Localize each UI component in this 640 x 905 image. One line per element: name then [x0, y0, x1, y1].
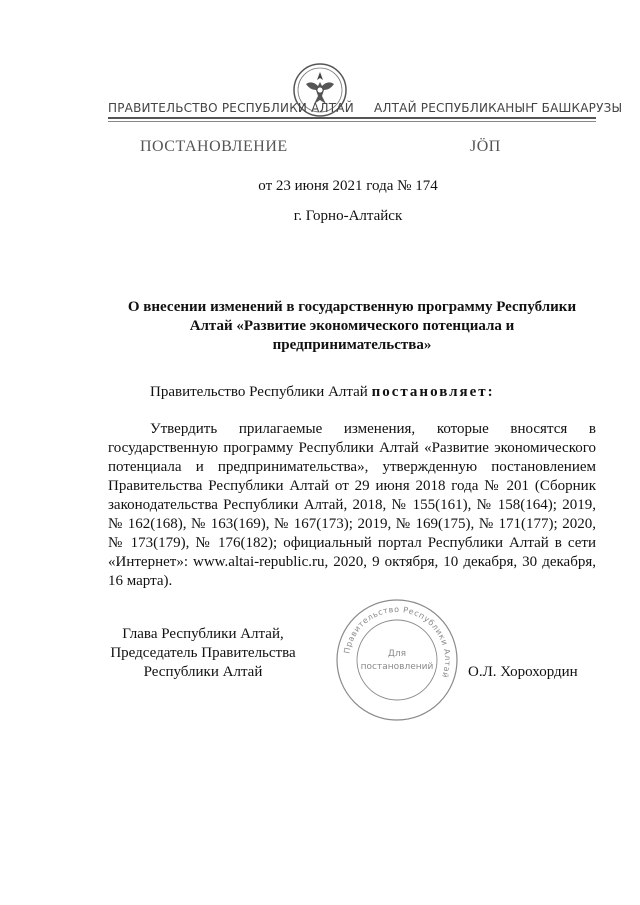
- preamble-paragraph: [150, 384, 495, 401]
- doc-type-altai: ЈÖП: [470, 138, 501, 155]
- document-date-number: от 23 июня 2021 года № 174: [258, 178, 438, 194]
- preamble-text: Правительство Республики Алтай: [150, 384, 372, 400]
- header-right-title: АЛТАЙ РЕСПУБЛИКАНЫҤ БАШКАРУЗЫ: [374, 101, 623, 115]
- resolves-word: постановляет:: [371, 384, 495, 400]
- body-paragraph: Утвердить прилагаемые изменения, которые вносятся в государственную программу Республики Алтай «Развитие экономического потенциала и предпринимательства», утвержденную постановлением Правительства Республики Алтай от 29 июня 2018 года № 201 (Сборник законодательства Республики Алтай, 2018, № 155(161), № 158(164); 2019, № 162(168), № 163(169), № 167(173); 2019, № 169(175), № 171(177); 2020, № 173(179), № 176(182); официальный портал Республики Алтай в сети «Интернет»: www.altai-republic.ru, 2020, 9 октября, 10 декабря, 30 декабря, 16 марта).: [108, 421, 596, 589]
- signatory-position: [108, 625, 298, 682]
- header-left-title: ПРАВИТЕЛЬСТВО РЕСПУБЛИКИ АЛТАЙ: [108, 101, 354, 115]
- document-title: О внесении изменений в государственную программу Республики Алтай «Развитие экономического потенциала и предпринимательства»: [127, 299, 577, 353]
- official-stamp: [335, 598, 459, 722]
- signatory-line-3: Республики Алтай: [143, 664, 263, 680]
- stamp-center-line-2: постановлений: [360, 662, 434, 672]
- signatory-name: О.Л. Хорохордин: [468, 664, 578, 680]
- header-rule-thick: [108, 117, 596, 119]
- header-rule-thin: [108, 121, 596, 122]
- signatory-line-2: Председатель Правительства: [110, 645, 296, 661]
- signatory-line-1: Глава Республики Алтай,: [122, 626, 284, 642]
- stamp-center-line-1: Для: [387, 649, 407, 659]
- stamp-ring-text: Правительство Республики Алтай: [342, 604, 453, 680]
- doc-type-russian: ПОСТАНОВЛЕНИЕ: [140, 138, 288, 155]
- document-city: г. Горно-Алтайск: [293, 208, 403, 224]
